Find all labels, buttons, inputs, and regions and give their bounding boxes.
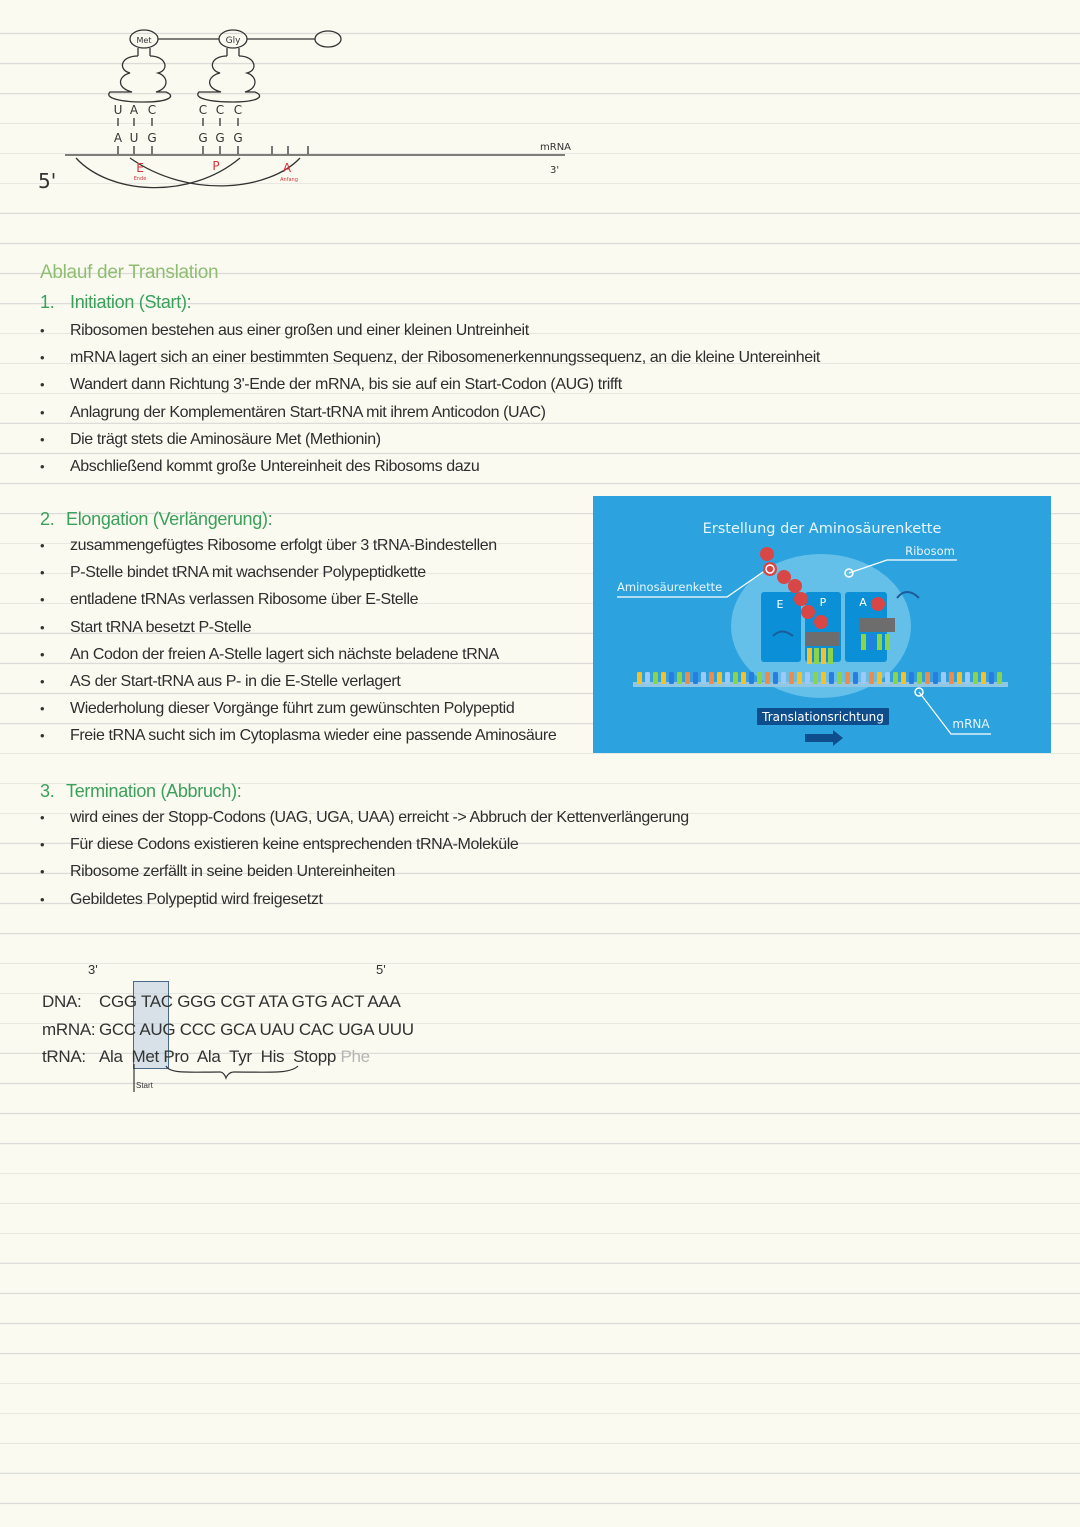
section-title: Initiation (Start): — [70, 292, 192, 312]
mrna-nucleotide — [933, 672, 938, 684]
mrna-nucleotide — [917, 672, 922, 684]
list-item: • Für diese Codons existieren keine entsprechenden tRNA-Moleküle — [70, 831, 689, 858]
gly-label: Gly — [225, 36, 241, 46]
list-item: • Die trägt stets die Aminosäure Met (Methionin) — [70, 426, 820, 453]
mrna-nucleotide — [829, 672, 834, 684]
page-title: Ablauf der Translation — [40, 262, 219, 283]
mrna-nucleotide — [965, 672, 970, 684]
codon1-base1: A — [113, 131, 123, 145]
mrna-nucleotide — [717, 672, 722, 684]
mrna-nucleotide — [893, 672, 898, 684]
mrna-nucleotide — [845, 672, 850, 684]
mrna-row — [42, 1016, 414, 1044]
mrna-nucleotide — [997, 672, 1002, 684]
mrna-nucleotide — [701, 672, 706, 684]
bullet-list — [70, 804, 689, 913]
mrna-nucleotide — [733, 672, 738, 684]
mrna-nucleotide — [957, 672, 962, 684]
mrna-nucleotide — [653, 672, 658, 684]
section-title: Termination (Abbruch): — [66, 781, 242, 801]
start-note: Start — [136, 1081, 153, 1090]
mrna-nucleotide — [693, 672, 698, 684]
mrna-nucleotide — [941, 672, 946, 684]
list-item: • Start tRNA besetzt P-Stelle — [70, 614, 556, 641]
mrna-fig-label: mRNA — [952, 717, 990, 731]
figure-title: Erstellung der Aminosäurenkette — [702, 521, 942, 537]
codon-table — [42, 988, 414, 1071]
list-item: • Ribosomen bestehen aus einer großen und einer kleinen Untreinheit — [70, 317, 820, 344]
list-item: • Freie tRNA sucht sich im Cytoplasma wieder eine passende Aminosäure — [70, 722, 556, 749]
site-e-note: Ende — [133, 176, 147, 182]
section-number: 1. — [40, 292, 55, 312]
mrna-nucleotide — [901, 672, 906, 684]
list-item: • Wiederholung dieser Vorgänge führt zum gewünschten Polypeptid — [70, 695, 556, 722]
codon1-base3: G — [147, 131, 157, 145]
mrna-nucleotide — [765, 672, 770, 684]
mrna-nucleotide — [821, 672, 826, 684]
mrna-nucleotide — [725, 672, 730, 684]
mrna-nucleotide — [925, 672, 930, 684]
dna-row — [42, 988, 414, 1016]
anticodon1-base3: C — [147, 103, 157, 117]
trna-faded: Phe — [340, 1047, 370, 1066]
codon2-base2: G — [215, 131, 225, 145]
section-title: Elongation (Verlängerung): — [66, 509, 273, 529]
list-item: • Ribosome zerfällt in seine beiden Untereinheiten — [70, 858, 689, 885]
trna-sequence: Ala Met Pro Ala Tyr His Stopp — [99, 1047, 337, 1066]
codon-end-3: 3' — [88, 962, 98, 977]
codon1-base2: U — [129, 131, 139, 145]
section-initiation — [40, 289, 820, 480]
codon2-base1: G — [198, 131, 208, 145]
list-item: • AS der Start-tRNA aus P- in die E-Stelle verlagert — [70, 668, 556, 695]
mrna-nucleotide — [677, 672, 682, 684]
list-item: • entladene tRNAs verlassen Ribosome über E-Stelle — [70, 586, 556, 613]
mrna-nucleotide — [669, 672, 674, 684]
trna2-shape — [198, 56, 260, 102]
mrna-nucleotide — [805, 672, 810, 684]
trna1-shape — [109, 56, 171, 102]
list-item: • Gebildetes Polypeptid wird freigesetzt — [70, 886, 689, 913]
mrna-nucleotide — [973, 672, 978, 684]
end-3-label: 3' — [550, 165, 560, 176]
mrna-nucleotide — [861, 672, 866, 684]
polypeptide-brace — [130, 1060, 310, 1100]
anticodon1-base1: U — [113, 103, 123, 117]
list-item: • Wandert dann Richtung 3'-Ende der mRNA, bis sie auf ein Start-Codon (AUG) trifft — [70, 371, 820, 398]
mrna-nucleotide — [813, 672, 818, 684]
direction-label: Translationsrichtung — [762, 710, 884, 724]
site-e-text: E — [776, 598, 784, 611]
next-aa-circle — [315, 31, 341, 47]
list-item: • zusammengefügtes Ribosome erfolgt über 3 tRNA-Bindestellen — [70, 532, 556, 559]
site-a-text: A — [859, 596, 867, 609]
mrna-nucleotide — [877, 672, 882, 684]
list-item: • mRNA lagert sich an einer bestimmten Sequenz, der Ribosomenerkennungssequenz, an die kleine Untereinheit — [70, 344, 820, 371]
section-number: 3. — [40, 781, 55, 801]
mrna-nucleotide — [789, 672, 794, 684]
mrna-nucleotide — [781, 672, 786, 684]
mrna-nucleotide — [757, 672, 762, 684]
mrna-nucleotide — [797, 672, 802, 684]
mrna-label: mRNA: — [42, 1019, 96, 1039]
anticodon1-base2: A — [129, 103, 139, 117]
dna-sequence: CGG TAC GGG CGT ATA GTG ACT AAA — [99, 992, 401, 1011]
codon2-base3: G — [233, 131, 243, 145]
ribosom-label: Ribosom — [905, 544, 955, 558]
anticodon2-base2: C — [215, 103, 225, 117]
mrna-nucleotide — [749, 672, 754, 684]
arrow-right-icon — [805, 730, 843, 746]
mrna-nucleotide — [909, 672, 914, 684]
list-item: • Anlagrung der Komplementären Start-tRNA mit ihrem Anticodon (UAC) — [70, 399, 820, 426]
site-a-note: Anfang — [280, 177, 298, 183]
section-elongation — [40, 506, 556, 750]
mrna-nucleotide — [661, 672, 666, 684]
section-heading — [40, 289, 820, 315]
bullet-list — [70, 532, 556, 750]
mrna-nucleotide — [869, 672, 874, 684]
mrna-sequence: GCC AUG CCC GCA UAU CAC UGA UUU — [99, 1019, 414, 1039]
mrna-nucleotide — [741, 672, 746, 684]
trna-p — [805, 632, 839, 646]
mrna-nucleotide — [949, 672, 954, 684]
site-p-label: P — [212, 159, 220, 173]
section-termination — [40, 778, 689, 913]
mrna-nucleotide — [989, 672, 994, 684]
end-5-label: 5' — [38, 169, 57, 193]
mrna-nucleotide — [885, 672, 890, 684]
trna-a — [859, 618, 895, 632]
ribosome-figure — [593, 496, 1051, 753]
met-label: Met — [136, 36, 152, 45]
mrna-nucleotide — [837, 672, 842, 684]
dna-label: DNA: — [42, 992, 82, 1011]
mrna-nucleotide — [685, 672, 690, 684]
chain-label: Aminosäurenkette — [617, 580, 723, 594]
site-a-label: A — [282, 161, 292, 175]
bullet-list — [70, 317, 820, 480]
mrna-nucleotide — [709, 672, 714, 684]
trna-sketch — [0, 0, 1080, 200]
section-heading — [40, 506, 556, 532]
list-item: • An Codon der freien A-Stelle lagert sich nächste beladene tRNA — [70, 641, 556, 668]
list-item: • wird eines der Stopp-Codons (UAG, UGA, UAA) erreicht -> Abbruch der Kettenverlängerung — [70, 804, 689, 831]
site-e-label: E — [136, 161, 144, 175]
mrna-nucleotide — [637, 672, 642, 684]
mrna-nucleotide — [773, 672, 778, 684]
list-item: • Abschließend kommt große Untereinheit des Ribosoms dazu — [70, 453, 820, 480]
mrna-nucleotide — [981, 672, 986, 684]
ribosome-illustration — [593, 496, 1051, 753]
mrna-label: mRNA — [540, 142, 572, 153]
anticodon2-base3: C — [233, 103, 243, 117]
codon-end-5: 5' — [376, 962, 386, 977]
mrna-nucleotide — [853, 672, 858, 684]
anticodon2-base1: C — [198, 103, 208, 117]
list-item: • P-Stelle bindet tRNA mit wachsender Polypeptidkette — [70, 559, 556, 586]
trna-label: tRNA: — [42, 1047, 86, 1066]
section-number: 2. — [40, 509, 55, 529]
mrna-nucleotide — [645, 672, 650, 684]
site-p-text: P — [819, 596, 827, 609]
section-heading — [40, 778, 689, 804]
